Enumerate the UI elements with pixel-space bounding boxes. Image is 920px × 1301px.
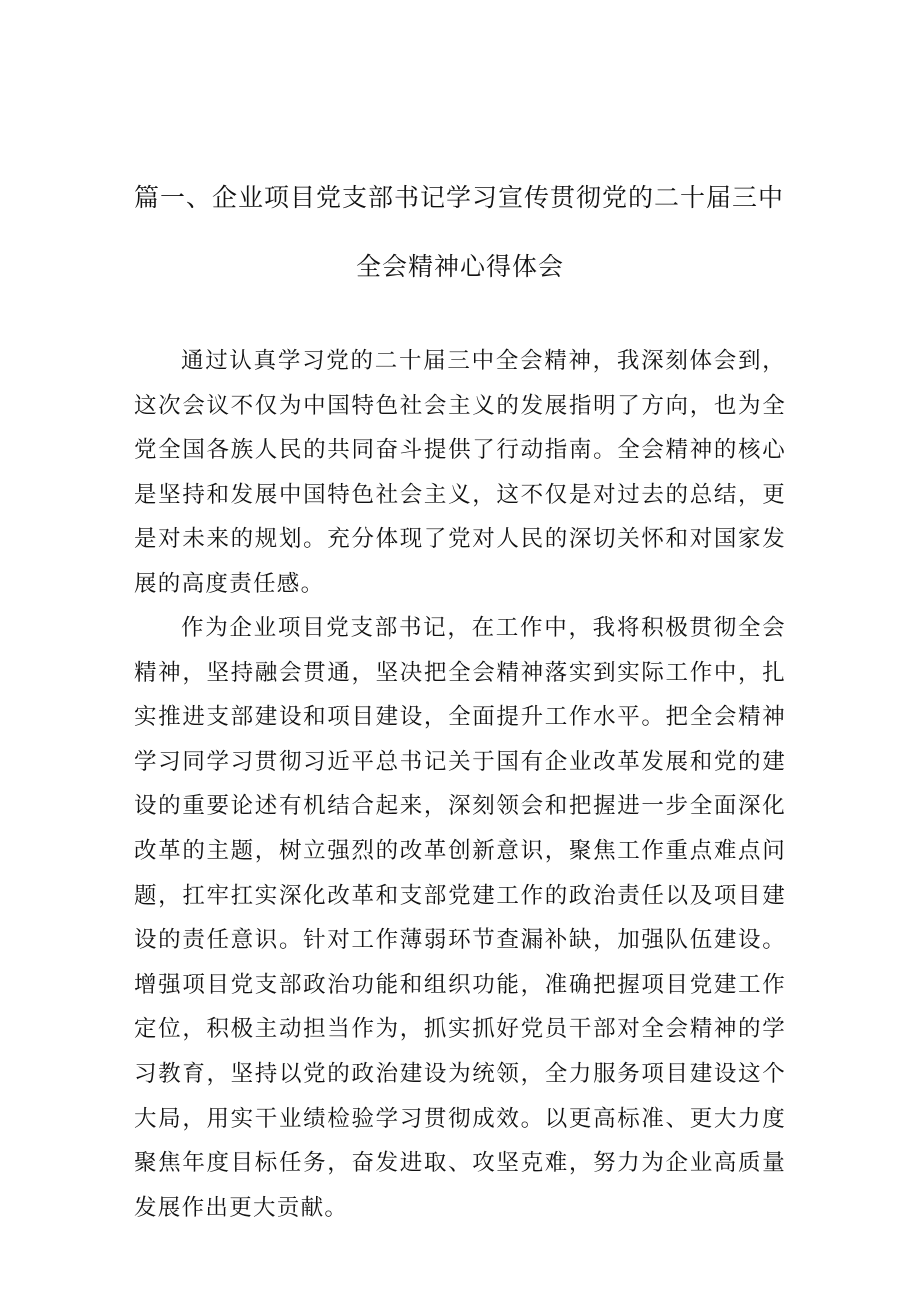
document-title-line-2: 全会精神心得体会 bbox=[355, 252, 564, 281]
document-title-line-1: 篇一、企业项目党支部书记学习宣传贯彻党的二十届三中 bbox=[134, 183, 785, 212]
body-paragraph-1: 通过认真学习党的二十届三中全会精神，我深刻体会到，这次会议不仅为中国特色社会主义的发展指明了方向，也为全党全国各族人民的共同奋斗提供了行动指南。全会精神的核心是坚持和发展中国特色社会主义，这不仅是对过去的总结，更是对未来的规划。充分体现了党对人民的深切关怀和对国家发展的高度责任感。 bbox=[134, 348, 786, 597]
body-paragraph-2: 作为企业项目党支部书记，在工作中，我将积极贯彻全会精神，坚持融会贯通，坚决把全会精神落实到实际工作中，扎实推进支部建设和项目建设，全面提升工作水平。把全会精神学习同学习贯彻习近平总书记关于国有企业改革发展和党的建设的重要论述有机结合起来，深刻领会和把握进一步全面深化改革的主题，树立强烈的改革创新意识，聚焦工作重点难点问题，扛牢扛实深化改革和支部党建工作的政治责任以及项目建设的责任意识。针对工作薄弱环节查漏补缺，加强队伍建设。增强项目党支部政治功能和组织功能，准确把握项目党建工作定位，积极主动担当作为，抓实抓好党员干部对全会精神的学习教育，坚持以党的政治建设为统领，全力服务项目建设这个大局，用实干业绩检验学习贯彻成效。以更高标准、更大力度聚焦年度目标任务，奋发进取、攻坚克难，努力为企业高质量发展作出更大贡献。 bbox=[134, 615, 786, 1221]
